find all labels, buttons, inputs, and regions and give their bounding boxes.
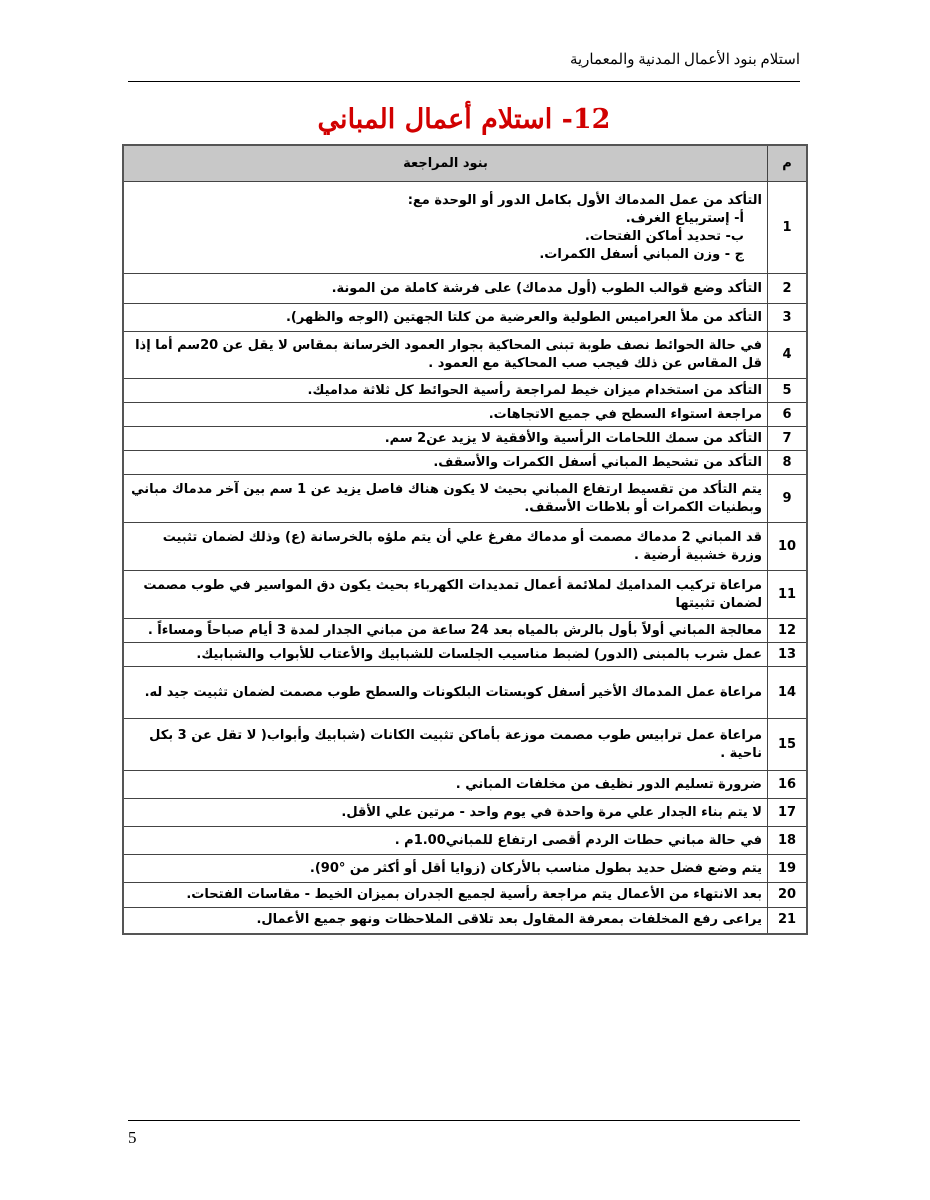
row-number: 4 — [768, 332, 808, 379]
row-number: 15 — [768, 719, 808, 771]
row-text: عمل شرب بالمبنى (الدور) لضبط مناسيب الجلسات للشبابيك والأعتاب للأبواب والشبابيك. — [123, 643, 768, 667]
table-row — [123, 799, 807, 827]
row-number: 14 — [768, 667, 808, 719]
row-number: 13 — [768, 643, 808, 667]
table-row — [123, 643, 807, 667]
row-number: 6 — [768, 403, 808, 427]
row-number: 9 — [768, 475, 808, 523]
table-header-row — [123, 145, 807, 182]
table-row — [123, 475, 807, 523]
row-number: 2 — [768, 274, 808, 304]
table-row — [123, 304, 807, 332]
column-header-items: بنود المراجعة — [123, 145, 768, 182]
table-row — [123, 182, 807, 274]
row-text: مراعاة عمل المدماك الأخير أسفل كوبستات البلكونات والسطح طوب مصمت لضمان تثبيت جيد له. — [123, 667, 768, 719]
row-number: 3 — [768, 304, 808, 332]
column-header-number: م — [768, 145, 808, 182]
row-main-text: التأكد من عمل المدماك الأول بكامل الدور أو الوحدة مع: — [407, 192, 762, 208]
row-number: 1 — [768, 182, 808, 274]
table-row — [123, 771, 807, 799]
section-title: 12- استلام أعمال المباني — [317, 104, 611, 135]
table-row — [123, 332, 807, 379]
row-text: في حالة مباني حطات الردم أقصى ارتفاع للمباني1.00م . — [123, 827, 768, 855]
row-number: 18 — [768, 827, 808, 855]
row-text: التأكد وضع قوالب الطوب (أول مدماك) على فرشة كاملة من المونة. — [123, 274, 768, 304]
header-divider — [128, 81, 800, 82]
row-text: مراعاة عمل ترابيس طوب مصمت موزعة بأماكن تثبيت الكانات (شبابيك وأبواب( لا تقل عن 3 بكل ناحية . — [123, 719, 768, 771]
row-text: في حالة الحوائط نصف طوبة تبنى المحاكية بجوار العمود الخرسانة بمقاس لا يقل عن 20سم أما إذا قل المقاس عن ذلك فيجب صب المحاكية مع العمود . — [123, 332, 768, 379]
row-text: التأكد من استخدام ميزان خيط لمراجعة رأسية الحوائط كل ثلاثة مداميك. — [123, 379, 768, 403]
row-number: 10 — [768, 523, 808, 571]
table-row — [123, 883, 807, 908]
row-text: مراجعة استواء السطح في جميع الاتجاهات. — [123, 403, 768, 427]
footer-divider — [128, 1120, 800, 1121]
table-row — [123, 619, 807, 643]
table-row — [123, 523, 807, 571]
table-row — [123, 379, 807, 403]
table-row — [123, 427, 807, 451]
table-row — [123, 827, 807, 855]
row-number: 12 — [768, 619, 808, 643]
table-row — [123, 719, 807, 771]
row-text: يراعى رفع المخلفات بمعرفة المقاول بعد تلاقى الملاحظات ونهو جميع الأعمال. — [123, 908, 768, 934]
table-row — [123, 855, 807, 883]
running-header: استلام بنود الأعمال المدنية والمعمارية — [569, 52, 800, 68]
row-number: 21 — [768, 908, 808, 934]
row-text: يتم التأكد من تقسيط ارتفاع المباني بحيث لا يكون هناك فاصل يزيد عن 1 سم بين آخر مدماك مباني وبطنيات الكمرات أو بلاطات الأسقف. — [123, 475, 768, 523]
row-text: التأكد من سمك اللحامات الرأسية والأفقية لا يزيد عن2 سم. — [123, 427, 768, 451]
row-text: ضرورة تسليم الدور نظيف من مخلفات المباني . — [123, 771, 768, 799]
row-number: 7 — [768, 427, 808, 451]
row-number: 11 — [768, 571, 808, 619]
review-items-table — [122, 144, 808, 935]
row-text: قد المباني 2 مدماك مصمت أو مدماك مفرغ علي أن يتم ملؤه بالخرسانة (ع) وذلك لضمان تثبيت وزرة خشبية أرضية . — [123, 523, 768, 571]
table-row — [123, 908, 807, 934]
row-number: 16 — [768, 771, 808, 799]
row-text: معالجة المباني أولاً بأول بالرش بالمياه بعد 24 ساعة من مباني الجدار لمدة 3 أيام صباحاً ومساءاً . — [123, 619, 768, 643]
table-row — [123, 667, 807, 719]
row-number: 20 — [768, 883, 808, 908]
row-number: 19 — [768, 855, 808, 883]
row-text: التأكد من ملأ العراميس الطولية والعرضية من كلتا الجهتين (الوجه والظهر). — [123, 304, 768, 332]
row-text: بعد الانتهاء من الأعمال يتم مراجعة رأسية لجميع الجدران بميزان الخيط - مقاسات الفتحات. — [123, 883, 768, 908]
page-number: 5 — [128, 1128, 137, 1147]
row-number: 17 — [768, 799, 808, 827]
sub-item: ب- تحديد أماكن الفتحات. — [584, 228, 744, 244]
row-text: مراعاة تركيب المداميك لملائمة أعمال تمديدات الكهرباء بحيث يكون دق المواسير في طوب مصمت لضمان تثبيتها — [123, 571, 768, 619]
row-number: 8 — [768, 451, 808, 475]
row-text: لا يتم بناء الجدار علي مرة واحدة في يوم واحد - مرتين علي الأقل. — [123, 799, 768, 827]
table-row — [123, 274, 807, 304]
sub-item: ج - وزن المباني أسفل الكمرات. — [539, 246, 744, 262]
table-row — [123, 403, 807, 427]
table-row — [123, 571, 807, 619]
row-number: 5 — [768, 379, 808, 403]
sub-item: أ- إستربياع الغرف. — [625, 210, 744, 226]
row-text — [123, 182, 768, 274]
table-row — [123, 451, 807, 475]
row-text: يتم وضع فضل حديد بطول مناسب بالأركان (زوايا أقل أو أكثر من °90). — [123, 855, 768, 883]
row-text: التأكد من تشحيط المباني أسفل الكمرات والأسقف. — [123, 451, 768, 475]
